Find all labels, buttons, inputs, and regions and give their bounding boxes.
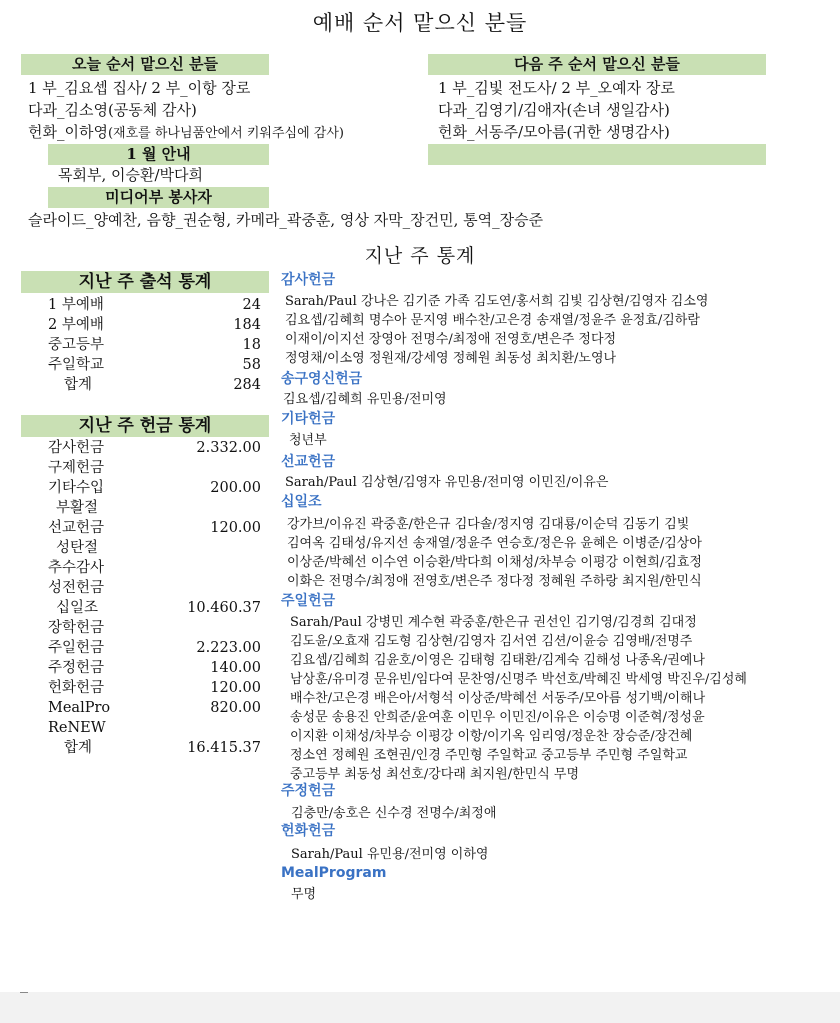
this-week-line-3 xyxy=(28,121,344,145)
offering-value: 120.00 xyxy=(210,520,261,536)
next-week-line-2: 다과_김영기/김애자(손녀 생일감사) xyxy=(438,101,670,119)
donor-category-title: 주일헌금 xyxy=(281,593,336,609)
donor-line: 남상훈/유미경 문유빈/임다여 문찬영/신명주 박선호/박혜진 박세영 박진우/김성혜 xyxy=(290,672,747,687)
donor-line: Sarah/Paul 유민용/전미영 이하영 xyxy=(291,847,489,862)
offering-label: 성탄절 xyxy=(56,540,99,556)
donor-line: 이상준/박혜선 이수연 이승환/박다희 이채성/차부승 이평강 이현희/김효정 xyxy=(287,555,702,570)
donor-category-title: 주정헌금 xyxy=(281,783,336,799)
offering-value: 2.332.00 xyxy=(196,440,261,456)
this-week-header: 오늘 순서 맡으신 분들 xyxy=(21,54,269,75)
attendance-total-label: 합계 xyxy=(64,377,93,393)
attendance-header: 지난 주 출석 통계 xyxy=(21,271,269,293)
last-week-title: 지난 주 통계 xyxy=(364,245,476,267)
donor-line: Sarah/Paul 김상현/김영자 유민용/전미영 이민진/이유은 xyxy=(285,475,609,490)
offering-total-value: 16.415.37 xyxy=(187,740,261,756)
donor-line: 정영채/이소영 정원재/강세영 정혜원 최동성 최치환/노영나 xyxy=(285,351,617,366)
offering-label: 주정헌금 xyxy=(48,660,105,676)
donor-line: 김요셉/김혜희 유민용/전미영 xyxy=(283,392,447,407)
attendance-value: 18 xyxy=(242,337,261,353)
donor-line: 김여옥 김태성/유지선 송재열/정윤주 연승호/정은유 윤혜은 이병준/김상아 xyxy=(287,536,702,551)
offering-value: 140.00 xyxy=(210,660,261,676)
donor-category-title: 헌화헌금 xyxy=(281,823,336,839)
attendance-total-value: 284 xyxy=(233,377,261,393)
donor-line: 이화은 전명수/최정애 전영호/변은주 정다정 정혜원 주하랑 최지원/한민식 xyxy=(287,574,702,589)
next-week-line-1: 1 부_김빛 전도사/ 2 부_오예자 장로 xyxy=(438,79,675,97)
donor-category-title: 십일조 xyxy=(281,494,322,510)
next-week-line-3: 헌화_서동주/모아름(귀한 생명감사) xyxy=(438,123,670,141)
attendance-label: 중고등부 xyxy=(48,337,105,353)
donor-category-title: 감사헌금 xyxy=(281,272,336,288)
offering-label: ReNEW xyxy=(48,720,106,736)
offering-total-label: 합계 xyxy=(64,740,93,756)
offering-label: 부활절 xyxy=(56,500,99,516)
offering-value: 820.00 xyxy=(210,700,261,716)
donor-line: 강가브/이유진 곽중훈/한은규 김다솔/정지영 김대룡/이순덕 김동기 김빛 xyxy=(287,517,690,532)
donor-line: 중고등부 최동성 최선호/강다래 최지원/한민식 무명 xyxy=(290,767,580,782)
offering-value: 120.00 xyxy=(210,680,261,696)
donor-line: 김도윤/오효재 김도형 김상현/김영자 김서연 김션/이윤승 김영배/전명주 xyxy=(290,634,693,649)
attendance-label: 2 부예배 xyxy=(48,317,104,333)
this-week-offering: 헌화_이하영 xyxy=(28,123,108,141)
this-week-offering-note: (재호를 하나님품안에서 키워주심에 감사) xyxy=(107,126,344,141)
offering-label: 십일조 xyxy=(56,600,99,616)
offering-label: 구제헌금 xyxy=(48,460,105,476)
offering-label: 감사헌금 xyxy=(48,440,105,456)
footer-tick-mark xyxy=(20,992,28,993)
offering-header: 지난 주 헌금 통계 xyxy=(21,415,269,437)
page-title: 예배 순서 맡으신 분들 xyxy=(312,11,528,35)
donor-line: Sarah/Paul 강병민 계수현 곽중훈/한은규 권선인 김기영/김경희 김대정 xyxy=(290,615,697,630)
offering-label: 기타수입 xyxy=(48,480,105,496)
next-week-header: 다음 주 순서 맡으신 분들 xyxy=(428,54,766,75)
offering-value: 2.223.00 xyxy=(196,640,261,656)
donor-category-title: 선교헌금 xyxy=(281,454,336,470)
donor-line: 이지환 이채성/차부승 이평강 이항/이기옥 임리영/정운찬 장승준/장건혜 xyxy=(290,729,693,744)
offering-label: 성전헌금 xyxy=(48,580,105,596)
january-text: 목회부, 이승환/박다희 xyxy=(58,166,204,184)
attendance-value: 184 xyxy=(233,317,261,333)
this-week-line-2: 다과_김소영(공동체 감사) xyxy=(28,101,197,119)
donor-line: 정소연 정혜원 조현권/인경 주민형 주일학교 중고등부 주민형 주일학교 xyxy=(290,748,688,763)
offering-label: 헌화헌금 xyxy=(48,680,105,696)
offering-value: 10.460.37 xyxy=(187,600,261,616)
donor-line: 무명 xyxy=(291,887,317,902)
next-week-empty-band xyxy=(428,144,766,165)
this-week-line-1: 1 부_김요셉 집사/ 2 부_이항 장로 xyxy=(28,79,251,97)
attendance-label: 1 부예배 xyxy=(48,297,104,313)
donor-category-title: 송구영신헌금 xyxy=(281,371,363,387)
donor-category-title: 기타헌금 xyxy=(281,411,336,427)
donor-line: 이재이/이지선 장영아 전명수/최정애 전영호/변은주 정다정 xyxy=(285,332,617,347)
donor-line: 김요셉/김혜희 김윤호/이영은 김태형 김태환/김계숙 김해성 나종옥/권예나 xyxy=(290,653,705,668)
offering-label: 주일헌금 xyxy=(48,640,105,656)
attendance-value: 24 xyxy=(242,297,261,313)
donor-line: 청년부 xyxy=(289,433,327,448)
donor-line: Sarah/Paul 강나은 김기준 가족 김도연/홍서희 김빛 김상현/김영자 김소영 xyxy=(285,294,709,309)
offering-label: 선교헌금 xyxy=(48,520,105,536)
offering-label: 장학헌금 xyxy=(48,620,105,636)
offering-label: MealPro xyxy=(48,700,111,716)
donor-line: 송성문 송용진 안희준/윤여훈 이민우 이민진/이유은 이승명 이준혁/정성윤 xyxy=(290,710,705,725)
offering-value: 200.00 xyxy=(210,480,261,496)
page-footer-bar xyxy=(0,992,840,1023)
donor-category-title: MealProgram xyxy=(281,865,387,881)
donor-line: 배수찬/고은경 배은아/서형석 이상준/박혜선 서동주/모아름 성기백/이해나 xyxy=(290,691,706,706)
media-text: 슬라이드_양예찬, 음향_권순형, 카메라_곽중훈, 영상 자막_장건민, 통역_장승준 xyxy=(28,211,544,229)
attendance-value: 58 xyxy=(242,357,261,373)
attendance-label: 주일학교 xyxy=(48,357,105,373)
donor-line: 김요셉/김혜희 명수아 문지영 배수찬/고은경 송재열/정윤주 윤정효/김하람 xyxy=(285,313,700,328)
donor-line: 김충만/송호은 신수경 전명수/최정애 xyxy=(291,806,497,821)
january-header: 1 월 안내 xyxy=(48,144,269,165)
media-header: 미디어부 봉사자 xyxy=(48,187,269,208)
offering-label: 추수감사 xyxy=(48,560,105,576)
